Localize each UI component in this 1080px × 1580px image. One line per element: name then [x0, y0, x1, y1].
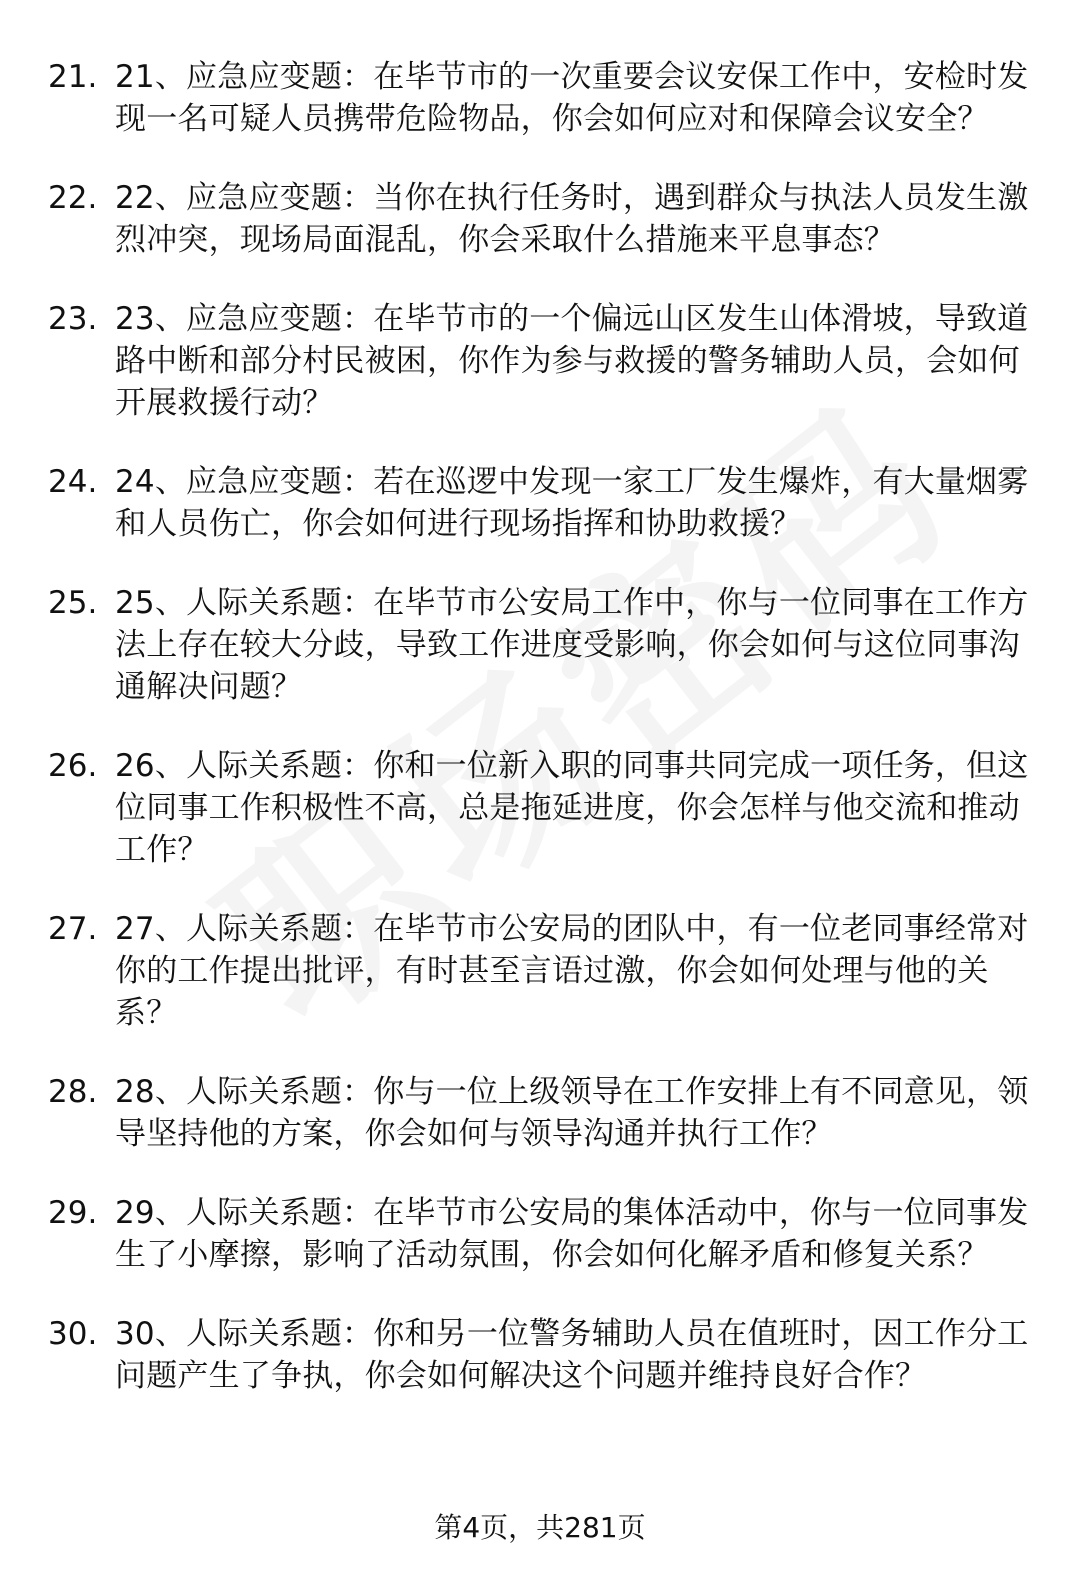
list-item [0, 745, 1080, 871]
list-item [0, 298, 1080, 424]
list-item [0, 1192, 1080, 1276]
list-item [0, 461, 1080, 545]
item-number: 22. [48, 180, 98, 216]
item-number: 30. [48, 1316, 98, 1352]
list-item [0, 177, 1080, 261]
item-text: 25、人际关系题：在毕节市公安局工作中，你与一位同事在工作方法上存在较大分歧，导致工作进度受影响，你会如何与这位同事沟通解决问题？ [115, 585, 1029, 705]
item-text: 27、人际关系题：在毕节市公安局的团队中，有一位老同事经常对你的工作提出批评，有时甚至言语过激，你会如何处理与他的关系？ [115, 911, 1029, 1031]
item-text: 29、人际关系题：在毕节市公安局的集体活动中，你与一位同事发生了小摩擦，影响了活动氛围，你会如何化解矛盾和修复关系？ [115, 1195, 1029, 1273]
item-text: 24、应急应变题：若在巡逻中发现一家工厂发生爆炸，有大量烟雾和人员伤亡，你会如何进行现场指挥和协助救援？ [115, 464, 1029, 542]
list-item [0, 908, 1080, 1034]
item-number: 21. [48, 59, 98, 95]
item-number: 27. [48, 911, 98, 947]
item-text: 26、人际关系题：你和一位新入职的同事共同完成一项任务，但这位同事工作积极性不高，总是拖延进度，你会怎样与他交流和推动工作？ [115, 748, 1029, 868]
item-number: 23. [48, 301, 98, 337]
item-text: 21、应急应变题：在毕节市的一次重要会议安保工作中，安检时发现一名可疑人员携带危险物品，你会如何应对和保障会议安全？ [115, 59, 1029, 137]
list-item [0, 1313, 1080, 1397]
item-number: 25. [48, 585, 98, 621]
item-text: 28、人际关系题：你与一位上级领导在工作安排上有不同意见，领导坚持他的方案，你会如何与领导沟通并执行工作？ [115, 1074, 1029, 1152]
item-number: 24. [48, 464, 98, 500]
list-item [0, 582, 1080, 708]
item-number: 29. [48, 1195, 98, 1231]
item-number: 26. [48, 748, 98, 784]
item-number: 28. [48, 1074, 98, 1110]
item-text: 22、应急应变题：当你在执行任务时，遇到群众与执法人员发生激烈冲突，现场局面混乱，你会采取什么措施来平息事态？ [115, 180, 1029, 258]
item-text: 30、人际关系题：你和另一位警务辅助人员在值班时，因工作分工问题产生了争执，你会如何解决这个问题并维持良好合作？ [115, 1316, 1029, 1394]
item-text: 23、应急应变题：在毕节市的一个偏远山区发生山体滑坡，导致道路中断和部分村民被困，你作为参与救援的警务辅助人员，会如何开展救援行动？ [115, 301, 1029, 421]
list-item [0, 1071, 1080, 1155]
question-list [0, 56, 1080, 1434]
page-footer: 第4页，共281页 [434, 1511, 646, 1544]
list-item [0, 56, 1080, 140]
